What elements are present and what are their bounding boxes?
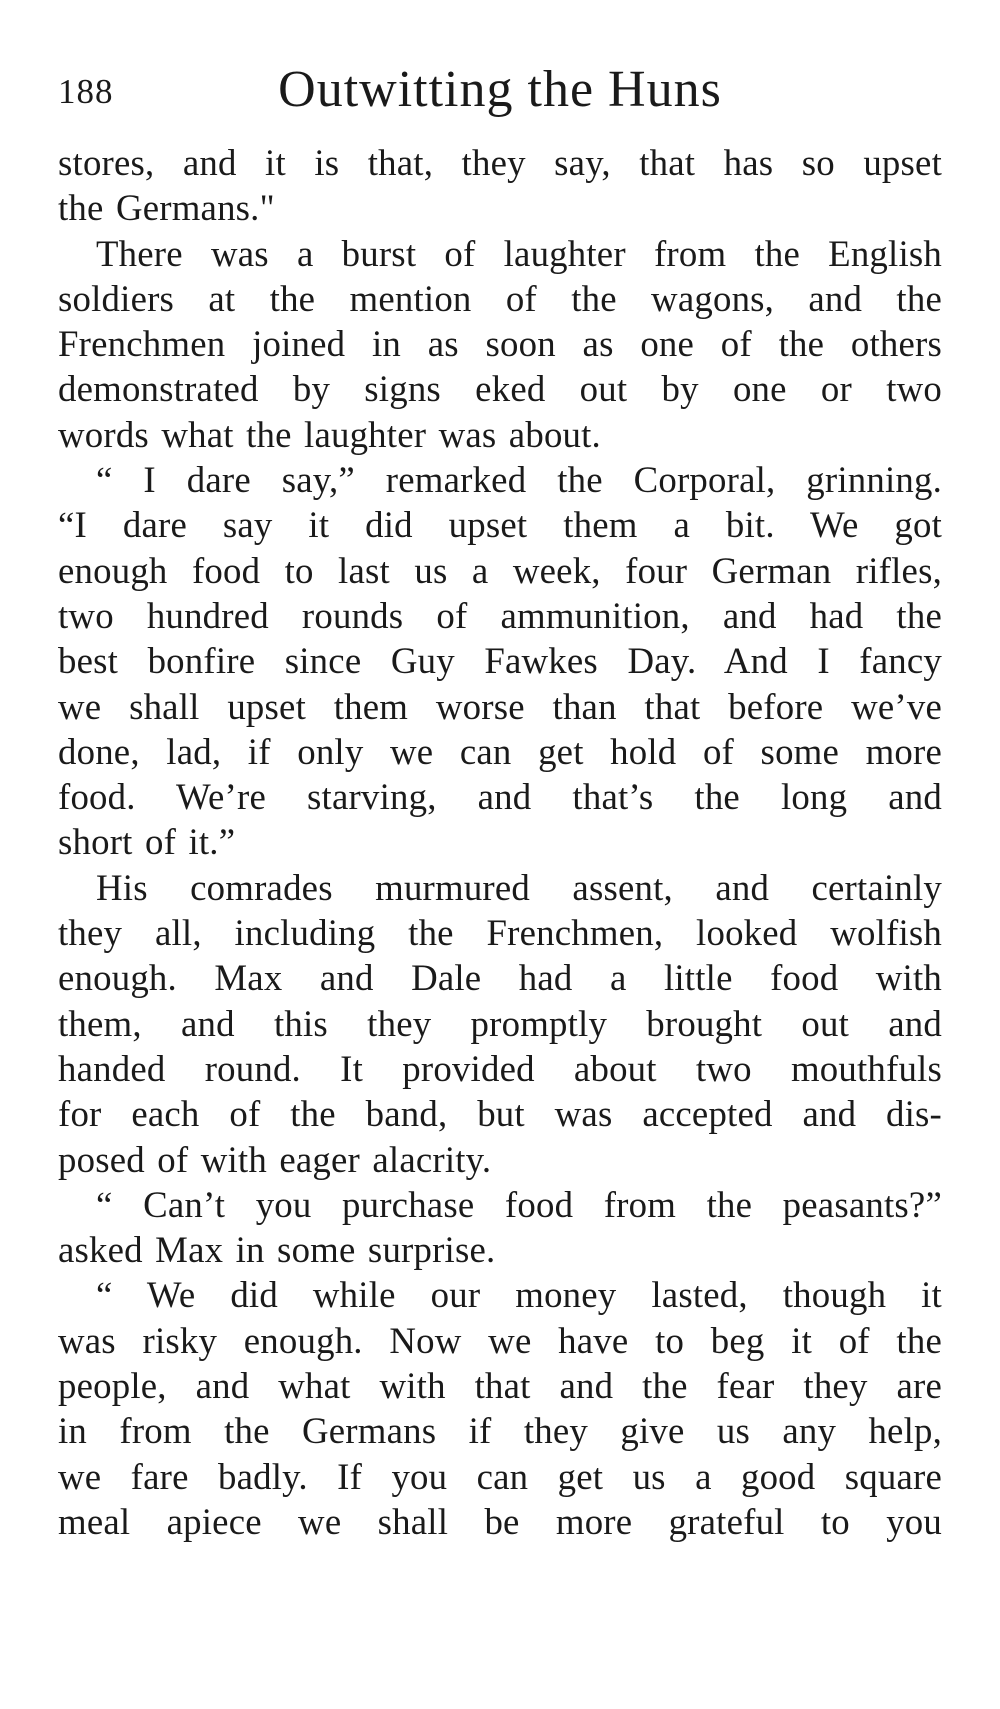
text-line: we shall upset them worse than that before we’ve: [58, 685, 942, 727]
page-number: 188: [58, 72, 114, 111]
paragraph: [58, 231, 942, 457]
text-line: enough. Max and Dale had a little food with: [58, 957, 942, 999]
text-line: His comrades murmured assent, and certainly: [96, 866, 942, 908]
text-line: “ We did while our money lasted, though it: [96, 1274, 942, 1316]
text-line: “I dare say it did upset them a bit. We got: [58, 504, 942, 546]
paragraph: [58, 1272, 942, 1544]
text-line: they all, including the Frenchmen, looked wolfish: [58, 912, 942, 954]
text-line: short of it.”: [58, 821, 236, 863]
text-line: enough food to last us a week, four German rifles,: [58, 549, 942, 591]
page-header: [58, 60, 942, 130]
text-line: in from the Germans if they give us any help,: [58, 1410, 942, 1452]
text-line: “ I dare say,” remarked the Corporal, grinning.: [96, 459, 942, 501]
text-line: handed round. It provided about two mouthfuls: [58, 1047, 942, 1089]
text-line: posed of with eager alacrity.: [58, 1138, 492, 1180]
text-line: food. We’re starving, and that’s the long and: [58, 776, 942, 818]
text-line: we fare badly. If you can get us a good square: [58, 1455, 942, 1497]
text-line: best bonfire since Guy Fawkes Day. And I fancy: [58, 640, 942, 682]
text-line: them, and this they promptly brought out and: [58, 1002, 942, 1044]
body-text: [58, 140, 942, 1544]
text-line: meal apiece we shall be more grateful to you: [58, 1500, 942, 1542]
text-line: “ Can’t you purchase food from the peasants?”: [96, 1183, 942, 1225]
text-line: was risky enough. Now we have to beg it of the: [58, 1319, 942, 1361]
text-line: asked Max in some surprise.: [58, 1229, 496, 1271]
paragraph: [58, 457, 942, 865]
text-line: Frenchmen joined in as soon as one of the others: [58, 323, 942, 365]
text-line: There was a burst of laughter from the English: [96, 232, 942, 274]
text-line: done, lad, if only we can get hold of some more: [58, 730, 942, 772]
paragraph: [58, 140, 942, 231]
running-title: Outwitting the Huns: [278, 61, 722, 118]
paragraph: [58, 1182, 942, 1273]
text-line: words what the laughter was about.: [58, 413, 601, 455]
text-line: two hundred rounds of ammunition, and had the: [58, 594, 942, 636]
text-line: the Germans.": [58, 187, 275, 229]
text-line: for each of the band, but was accepted and dis-: [58, 1093, 942, 1135]
paragraph: [58, 865, 942, 1182]
text-line: people, and what with that and the fear they are: [58, 1365, 942, 1407]
text-line: demonstrated by signs eked out by one or two: [58, 368, 942, 410]
text-line: soldiers at the mention of the wagons, and the: [58, 277, 942, 319]
text-line: stores, and it is that, they say, that has so upset: [58, 142, 942, 183]
